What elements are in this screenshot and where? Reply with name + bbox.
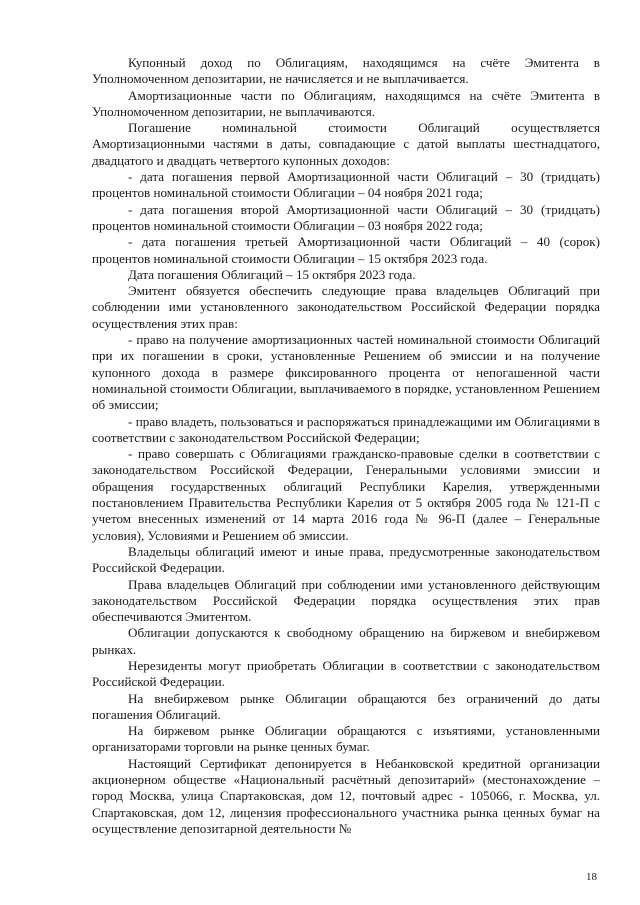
paragraph-redemption-date: Дата погашения Облигаций – 15 октября 2023 года. bbox=[128, 266, 416, 282]
paragraph-exchange-market: На биржевом рынке Облигации обращаются с изъятиями, установленными организаторами торговли на рынке ценных бумаг. bbox=[92, 723, 600, 755]
paragraph-third-amortization: - дата погашения третьей Амортизационной части Облигаций – 40 (сорок) процентов номинальной стоимости Облигации – 15 октября 2023 года. bbox=[92, 234, 600, 266]
paragraph-redemption-intro: Погашение номинальной стоимости Облигаций осуществляется Амортизационными частями в даты, совпадающие с датой выплаты шестнадцатого, двадцатого и двадцать четвертого купонных доходов: bbox=[92, 120, 600, 168]
paragraph-coupon-income: Купонный доход по Облигациям, находящимся на счёте Эмитента в Уполномоченном депозитарии, не начисляется и не выплачивается. bbox=[92, 55, 600, 87]
paragraph-rights-ensured: Права владельцев Облигаций при соблюдении ими установленного действующим законодательством Российской Федерации порядка осуществления этих прав обеспечиваются Эмитентом. bbox=[92, 576, 600, 625]
paragraph-right-amortization-income: - право на получение амортизационных частей номинальной стоимости Облигаций при их погашении в сроки, установленные Решением об эмиссии и на получение купонного дохода в размере фиксированного процента от непогашенной части номинальной стоимости Облигации, выплачиваемого в порядке, установленном Решением об эмиссии; bbox=[92, 332, 600, 413]
document-body bbox=[92, 55, 600, 837]
paragraph-right-ownership: - право владеть, пользоваться и распоряжаться принадлежащими им Облигациями в соответствии с законодательством Российской Федерации; bbox=[92, 413, 600, 445]
paragraph-other-rights: Владельцы облигаций имеют и иные права, предусмотренные законодательством Российской Федерации. bbox=[92, 543, 600, 576]
paragraph-certificate-deposit: Настоящий Сертификат депонируется в Небанковской кредитной организации акционерном обществе «Национальный расчётный депозитарий» (местонахождение – город Москва, улица Спартаковская, дом 12, почтовый адрес - 105066, г. Москва, ул. Спартаковская, дом 12, лицензия профессионального участника рынка ценных бумаг на осуществление депозитарной деятельности № bbox=[92, 755, 600, 836]
paragraph-right-transactions: - право совершать с Облигациями гражданско-правовые сделки в соответствии с законодательством Российской Федерации, Генеральными условиями эмиссии и обращения государственных облигаций Республики Карелия, утвержденными постановлением Правительства Республики Карелия от 5 октября 2005 года № 121-П с учетом внесенных изменений от 14 марта 2016 года № 96-П (далее – Генеральные условия), Условиями и Решением об эмиссии. bbox=[92, 446, 600, 543]
paragraph-first-amortization: - дата погашения первой Амортизационной части Облигаций – 30 (тридцать) процентов номинальной стоимости Облигации – 04 ноября 2021 года; bbox=[92, 169, 600, 201]
paragraph-nonresidents: Нерезиденты могут приобретать Облигации в соответствии с законодательством Российской Федерации. bbox=[92, 657, 600, 690]
paragraph-issuer-obligations: Эмитент обязуется обеспечить следующие права владельцев Облигаций при соблюдении ими установленного законодательством Российской Федерации порядка осуществления этих прав: bbox=[92, 283, 600, 331]
paragraph-otc-market: На внебиржевом рынке Облигации обращаются без ограничений до даты погашения Облигаций. bbox=[92, 690, 600, 722]
paragraph-free-circulation: Облигации допускаются к свободному обращению на биржевом и внебиржевом рынках. bbox=[92, 625, 600, 657]
paragraph-amortization-parts: Амортизационные части по Облигациям, находящимся на счёте Эмитента в Уполномоченном депозитарии, не выплачиваются. bbox=[92, 87, 600, 119]
paragraph-second-amortization: - дата погашения второй Амортизационной части Облигаций – 30 (тридцать) процентов номинальной стоимости Облигации – 03 ноября 2022 года; bbox=[92, 201, 600, 233]
page-number: 18 bbox=[586, 871, 597, 883]
